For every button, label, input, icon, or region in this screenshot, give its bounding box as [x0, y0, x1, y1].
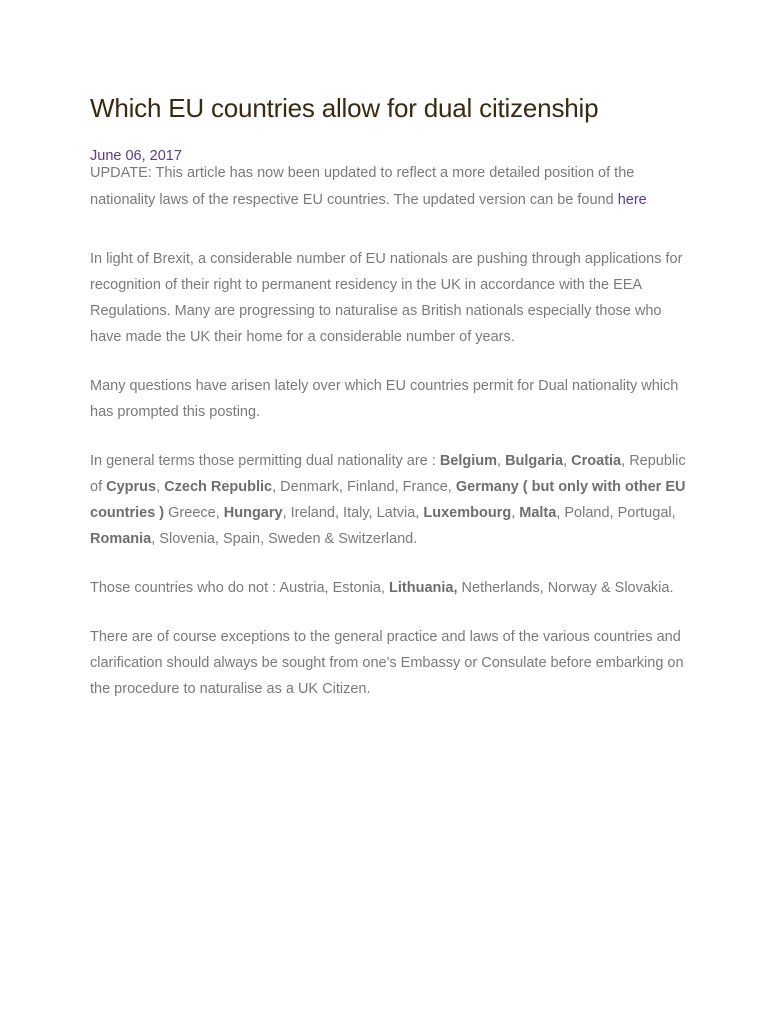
permitting-intro: In general terms those permitting dual nationality are : — [90, 453, 440, 469]
post-date: June 06, 2017 — [90, 148, 182, 164]
country-croatia: Croatia — [571, 453, 622, 469]
country-cyprus: Cyprus — [106, 479, 157, 495]
countries-denmark-france: , Denmark, Finland, France, — [272, 479, 456, 495]
country-czech-republic: Czech Republic — [164, 479, 273, 495]
republic-of-text: Republic of — [90, 453, 686, 495]
update-text: UPDATE: This article has now been updated to reflect a more detailed position of the nationality laws of the respective EU countries. The updated version can be found — [90, 165, 635, 208]
not-permitting-intro: Those countries who do not : Austria, Estonia, — [90, 580, 390, 596]
country-luxembourg: Luxembourg — [423, 505, 512, 521]
exceptions-paragraph: There are of course exceptions to the general practice and laws of the various countries and clarification should always be sought from one's Embassy or Consulate before embarking on the procedure to naturalise as a UK Citizen. — [90, 629, 684, 697]
country-lithuania: Lithuania, — [389, 580, 458, 596]
not-permitting-paragraph — [90, 575, 690, 601]
country-romania: Romania — [90, 531, 152, 547]
countries-ireland-latvia: , Ireland, Italy, Latvia, — [282, 505, 424, 521]
country-belgium: Belgium — [439, 453, 498, 469]
country-germany: Germany ( but only with other EU countries ) — [90, 479, 686, 521]
brexit-paragraph: In light of Brexit, a considerable number of EU nationals are pushing through applications for recognition of their right to permanent residency in the UK in accordance with the EEA Regulations. Many are progressing to naturalise as British nationals especially those who have made the UK their home for a considerable number of years. — [90, 251, 683, 345]
questions-paragraph: Many questions have arisen lately over which EU countries permit for Dual nationality which has prompted this posting. — [90, 378, 679, 420]
country-greece: Greece, — [164, 505, 224, 521]
not-permitting-tail: Netherlands, Norway & Slovakia. — [457, 580, 674, 596]
country-hungary: Hungary — [223, 505, 283, 521]
permitting-paragraph: In general terms those permitting dual nationality are : Belgium, Bulgaria, Croatia, Republic of Cyprus, Czech Republic, Denmark, Finland, France, Germany ( but only with other EU countries ) Greece, Hungary, Ireland, Italy, Latvia, Luxembourg, Malta, Poland, Portugal, Romania, Slovenia, Spain, Sweden & Switzerland. — [90, 453, 686, 547]
countries-poland-portugal: , Poland, Portugal, — [556, 505, 676, 521]
page-title: Which EU countries allow for dual citizenship — [90, 93, 599, 123]
article — [90, 90, 690, 702]
country-malta: Malta — [519, 505, 557, 521]
countries-tail: , Slovenia, Spain, Sweden & Switzerland. — [151, 531, 418, 547]
updated-version-link[interactable]: here — [617, 192, 647, 208]
country-bulgaria: Bulgaria — [505, 453, 564, 469]
update-paragraph — [90, 160, 690, 214]
